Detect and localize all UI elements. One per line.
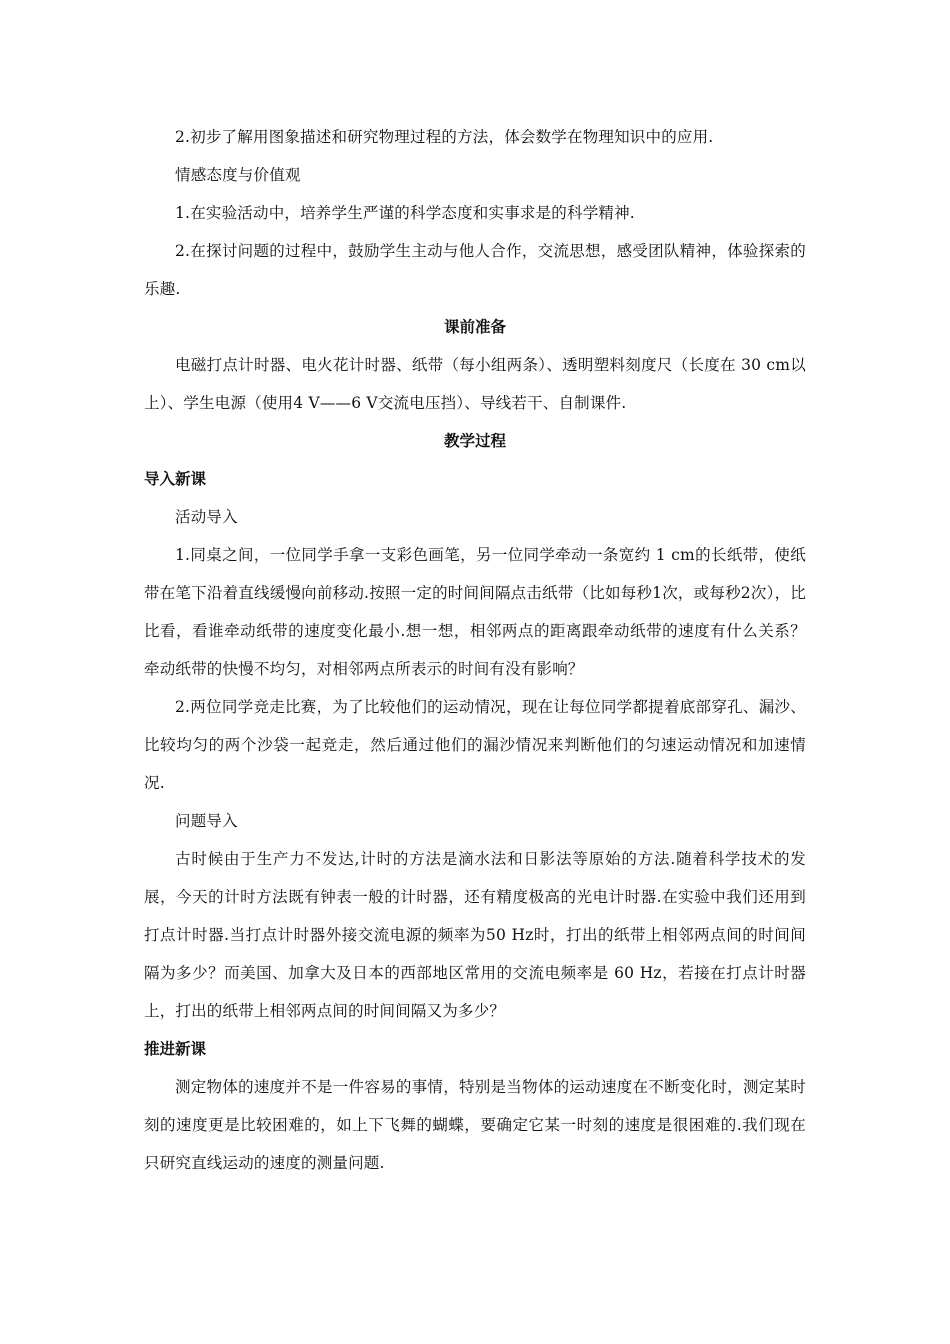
paragraph-question: 古时候由于生产力不发达,计时的方法是滴水法和日影法等原始的方法.随着科学技术的发展，今天的计时方法既有钟表一般的计时器，还有精度极高的光电计时器.在实验中我们还用到打点计时器.当打点计时器外接交流电源的频率为50 Hz时，打出的纸带上相邻两点间的时间间隔为多少？而美国、加拿大及日本的西部地区常用的交流电频率是 60 Hz，若接在打点计时器上，打出的纸带上相邻两点间的时间间隔又为多少？ (144, 850, 806, 1020)
paragraph-emotion-1: 1.在实验活动中，培养学生严谨的科学态度和实事求是的科学精神. (175, 204, 635, 222)
heading-introduction: 导入新课 (144, 470, 207, 488)
document-body (144, 118, 806, 1182)
paragraph-activity-2: 2.两位同学竞走比赛，为了比较他们的运动情况，现在让每位同学都提着底部穿孔、漏沙、比较均匀的两个沙袋一起竞走，然后通过他们的漏沙情况来判断他们的匀速运动情况和加速情况. (144, 698, 806, 792)
paragraph-objective-2: 2.初步了解用图象描述和研究物理过程的方法，体会数学在物理知识中的应用. (175, 128, 714, 146)
paragraph-new-lesson: 测定物体的速度并不是一件容易的事情，特别是当物体的运动速度在不断变化时，测定某时刻的速度更是比较困难的，如上下飞舞的蝴蝶，要确定它某一时刻的速度是很困难的.我们现在只研究直线运动的速度的测量问题. (144, 1078, 806, 1172)
heading-teaching-process: 教学过程 (443, 432, 506, 450)
paragraph-activity-1: 1.同桌之间，一位同学手拿一支彩色画笔，另一位同学牵动一条宽约 1 cm的长纸带，使纸带在笔下沿着直线缓慢向前移动.按照一定的时间间隔点击纸带（比如每秒1次，或每秒2次），比比看，看谁牵动纸带的速度变化最小.想一想，相邻两点的距离跟牵动纸带的速度有什么关系？牵动纸带的快慢不均匀，对相邻两点所表示的时间有没有影响？ (144, 546, 806, 678)
subheading-emotion-values: 情感态度与价值观 (175, 166, 301, 184)
subheading-question-intro: 问题导入 (175, 812, 238, 830)
paragraph-emotion-2: 2.在探讨问题的过程中，鼓励学生主动与他人合作，交流思想，感受团队精神，体验探索的乐趣. (144, 242, 806, 298)
subheading-activity-intro: 活动导入 (175, 508, 238, 526)
heading-new-lesson: 推进新课 (144, 1040, 207, 1058)
heading-preparation: 课前准备 (443, 318, 506, 336)
paragraph-materials: 电磁打点计时器、电火花计时器、纸带（每小组两条）、透明塑料刻度尺（长度在 30 cm以上）、学生电源（使用4 V——6 V交流电压挡）、导线若干、自制课件. (144, 356, 806, 412)
